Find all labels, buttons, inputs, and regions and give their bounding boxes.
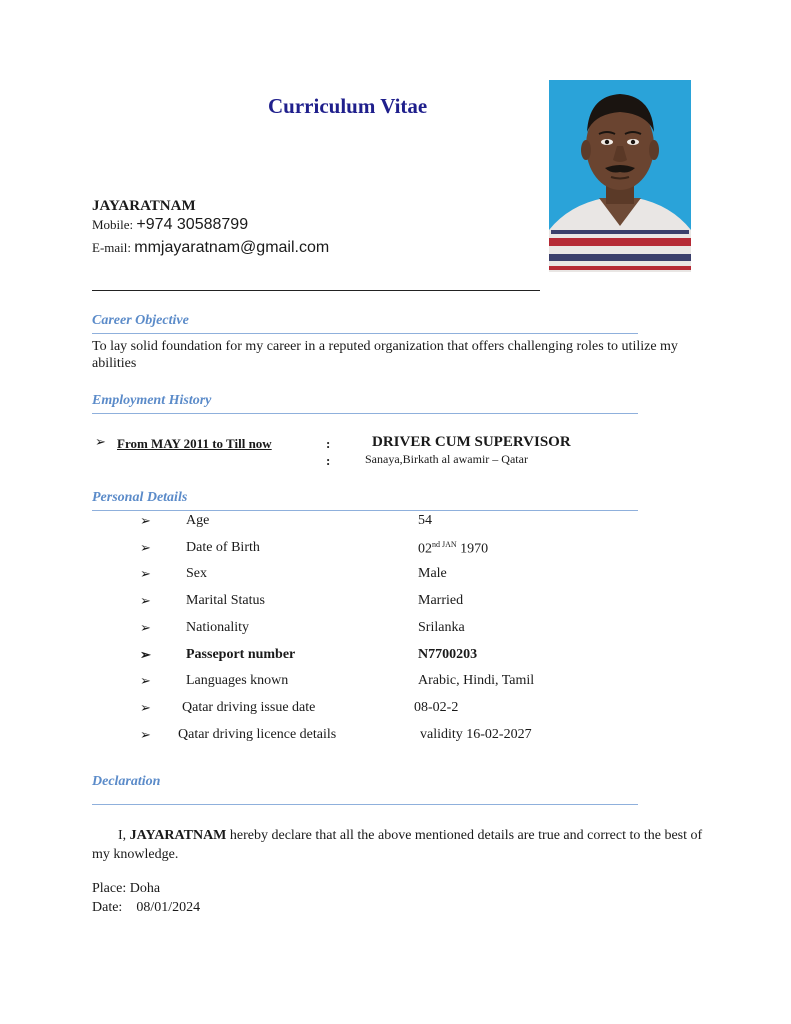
declaration-prefix: I,	[118, 828, 130, 843]
portrait-image	[549, 80, 691, 272]
email-label: E-mail:	[92, 240, 131, 255]
dob-day: 02	[418, 541, 432, 557]
mobile-value: +974 30588799	[136, 216, 249, 233]
email-value: mmjayaratnam@gmail.com	[134, 239, 330, 256]
list-item	[0, 647, 791, 667]
dob-month: nd JAN	[432, 540, 457, 549]
list-item	[0, 673, 791, 693]
list-item	[0, 620, 791, 640]
detail-value: Male	[418, 566, 447, 581]
career-objective-heading: Career Objective	[92, 313, 189, 328]
detail-label: Qatar driving issue date	[182, 700, 316, 715]
arrowhead-bullet-icon: ➢	[140, 647, 151, 662]
declaration-body: hereby declare that all the above mentioned details are true and correct to the best of my knowledge.	[92, 828, 703, 862]
arrowhead-bullet-icon: ➢	[140, 620, 151, 635]
employment-period: From MAY 2011 to Till now	[117, 436, 272, 451]
dob-year: 1970	[456, 541, 489, 557]
detail-value	[418, 540, 488, 558]
detail-value: Married	[418, 593, 464, 608]
declaration-rule	[92, 804, 638, 805]
list-item	[0, 700, 791, 720]
detail-value: validity 16-02-2027	[420, 727, 532, 742]
arrowhead-bullet-icon: ➢	[140, 513, 151, 528]
detail-label: Sex	[186, 566, 207, 581]
arrowhead-bullet-icon: ➢	[140, 700, 151, 715]
detail-value: N7700203	[418, 647, 478, 662]
detail-value: 08-02-2	[414, 700, 459, 715]
header-divider	[92, 290, 540, 291]
declaration-name: JAYARATNAM	[129, 828, 227, 843]
candidate-name: JAYARATNAM	[92, 198, 196, 214]
detail-value: Arabic, Hindi, Tamil	[418, 673, 535, 688]
employment-colon: :	[326, 436, 331, 451]
personal-details-heading: Personal Details	[92, 490, 188, 505]
list-item	[0, 566, 791, 586]
employment-history-rule	[92, 413, 638, 414]
arrowhead-bullet-icon: ➢	[140, 566, 151, 581]
list-item	[0, 727, 791, 747]
arrowhead-bullet-icon: ➢	[140, 593, 151, 608]
mobile-label: Mobile:	[92, 217, 134, 232]
date-label: Date:	[92, 900, 123, 915]
career-objective-text: To lay solid foundation for my career in a reputed organization that offers challenging roles to utilize my abilities	[92, 339, 678, 371]
declaration-place: Place: Doha	[92, 881, 161, 896]
personal-details-rule	[92, 510, 638, 511]
profile-photo	[549, 80, 691, 272]
mobile-line	[92, 216, 248, 234]
detail-label: Languages known	[186, 673, 289, 688]
employment-colon-2: :	[326, 453, 331, 468]
declaration-heading: Declaration	[92, 774, 161, 789]
arrowhead-bullet-icon: ➢	[140, 540, 151, 555]
detail-value: 54	[418, 513, 432, 528]
detail-label: Date of Birth	[186, 540, 260, 555]
career-objective-rule	[92, 333, 638, 334]
list-item	[0, 513, 791, 533]
detail-label: Age	[186, 513, 210, 528]
list-item	[0, 593, 791, 613]
employment-role: DRIVER CUM SUPERVISOR	[372, 434, 571, 450]
detail-label: Qatar driving licence details	[178, 727, 337, 742]
document-title: Curriculum Vitae	[268, 94, 428, 118]
list-item	[0, 540, 791, 560]
employment-company: Sanaya,Birkath al awamir – Qatar	[365, 452, 528, 466]
email-line	[92, 239, 329, 257]
detail-value: Srilanka	[418, 620, 465, 635]
detail-label: Marital Status	[186, 593, 265, 608]
date-value: 08/01/2024	[136, 900, 201, 915]
arrowhead-bullet-icon: ➢	[140, 727, 151, 742]
declaration-text	[92, 826, 712, 864]
employment-history-heading: Employment History	[92, 393, 212, 408]
detail-label: Passeport number	[186, 647, 296, 662]
declaration-date	[92, 900, 200, 916]
detail-label: Nationality	[186, 620, 249, 635]
arrowhead-bullet-icon: ➢	[140, 673, 151, 688]
arrowhead-bullet-icon: ➢	[95, 434, 106, 449]
